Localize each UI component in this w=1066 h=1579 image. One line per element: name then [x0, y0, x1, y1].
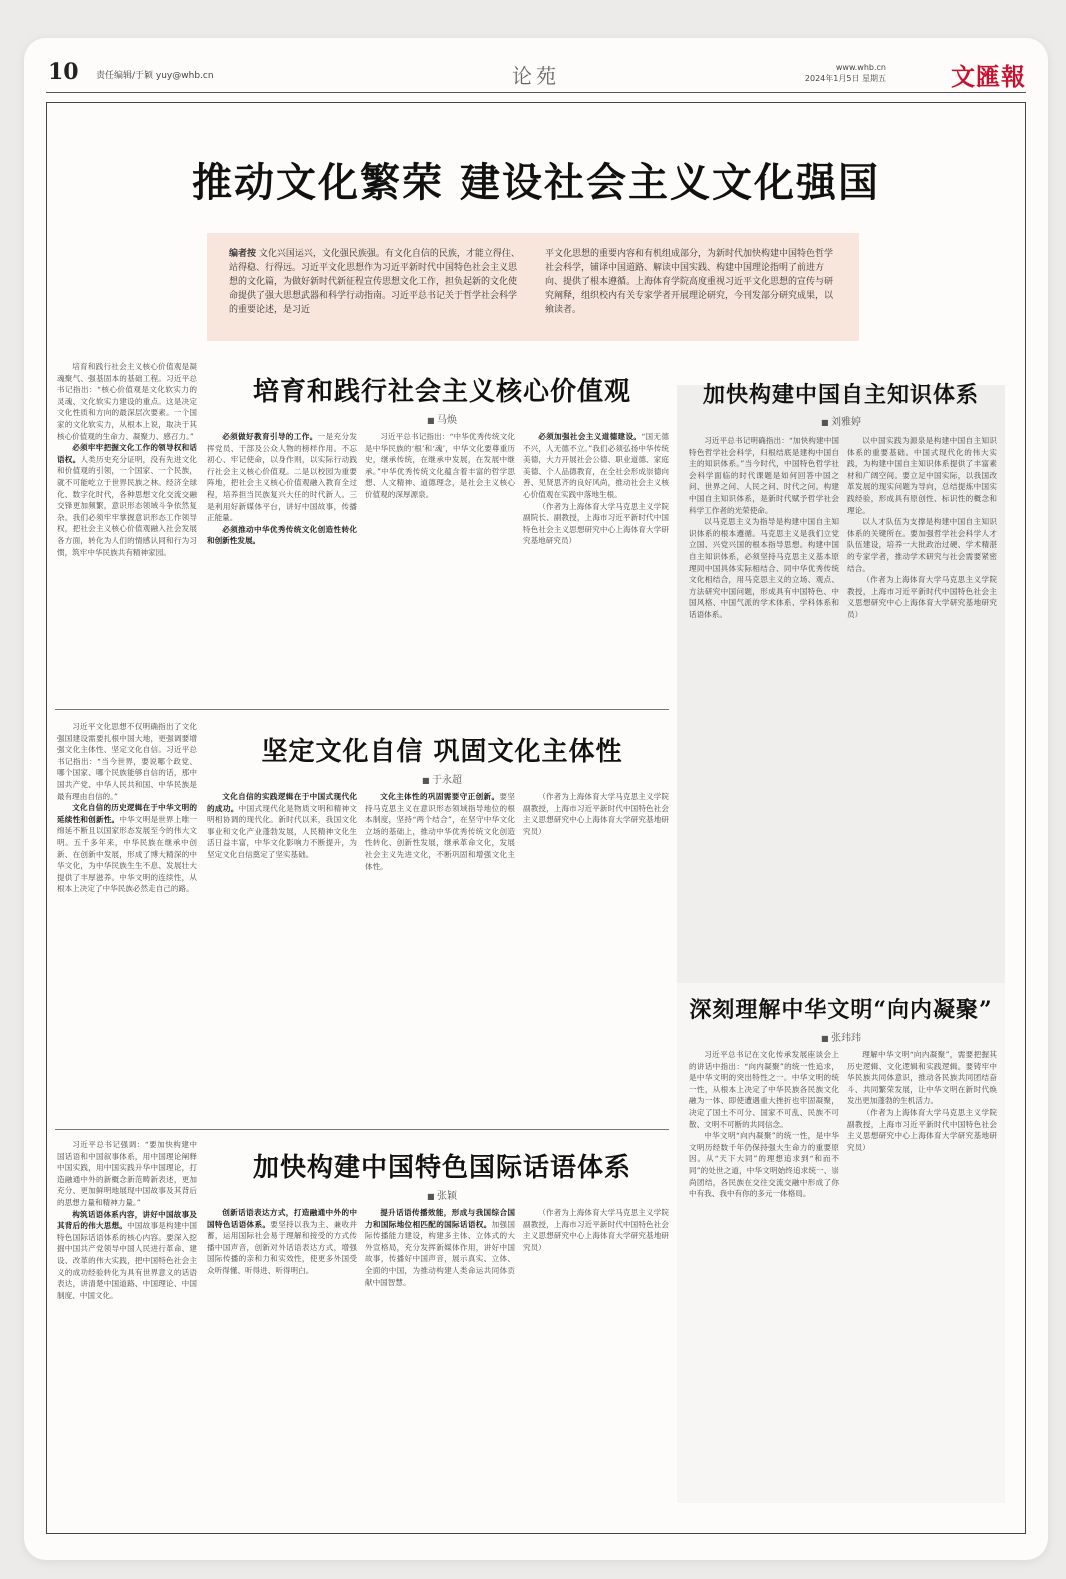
site-url: www.whb.cn [835, 63, 886, 72]
article-5-byline: ■ 张颖 [207, 1187, 677, 1202]
section-title: 论苑 [512, 64, 560, 88]
article-5-col-4 [523, 1207, 669, 1532]
paragraph: 中国式现代化是物质文明和精神文明相协调的现代化。新时代以来，我国文化事业和文化产业蓬勃发展，人民精神文化生活日益丰富，中华文化影响力不断提升，为坚定文化自信奠定了坚实基础。 [207, 803, 357, 859]
article-3-title: 加快构建中国自主知识体系 [702, 382, 979, 408]
article-2-intro [57, 721, 197, 1121]
article-3-col-2 [847, 435, 997, 955]
paragraph: 要坚持马克思主义在意识形态领域指导地位的根本制度，坚持“两个结合”，在坚守中华文化立场的基础上，推动中华优秀传统文化创造性转化、创新性发展，继承革命文化，发展社会主义先进文化，不断巩固和增强文化主体性。 [365, 792, 515, 871]
subhead: 文化自信的实践逻辑在于中国式现代化的成功。 [207, 792, 357, 813]
paragraph: 中国故事是构建中国特色国际话语体系的核心内容。要深入挖掘中国共产党领导中国人民进行革命、建设、改革的伟大实践，把中国特色社会主义的成功经验转化为具有世界意义的话语表达，讲清楚中国道路、中国理论、中国制度、中国文化。 [57, 1221, 197, 1300]
author-note: （作者为上海体育大学马克思主义学院副教授，上海市习近平新时代中国特色社会主义思想研究中心上海体育大学研究基地研究员） [523, 1208, 669, 1252]
author-note: （作者为上海体育大学马克思主义学院副教授，上海市习近平新时代中国特色社会主义思想研究中心上海体育大学研究基地研究员） [847, 1107, 997, 1152]
article-2-byline: ■ 于永超 [207, 771, 677, 786]
article-1-title: 培育和践行社会主义核心价值观 [252, 377, 631, 407]
subhead: 提升话语传播效能，形成与我国综合国力和国际地位相匹配的国际话语权。 [365, 1208, 515, 1229]
article-5-col-2 [207, 1207, 357, 1532]
author-note: （作者为上海体育大学马克思主义学院副院长、副教授，上海市习近平新时代中国特色社会主义思想研究中心上海体育大学研究基地研究员） [523, 501, 669, 546]
paragraph: 加强国际传播能力建设，构建多主体、立体式的大外宣格局，充分发挥新媒体作用，讲好中国故事，传播好中国声音，展示真实、立体、全面的中国，为推动构建人类命运共同体贡献中国智慧。 [365, 1219, 515, 1287]
paragraph: 以中国实践为源泉是构建中国自主知识体系的重要基础。中国式现代化的伟大实践，为构建中国自主知识体系提供了丰富素材和广阔空间。要立足中国实际，以我国改革发展的现实问题为导向，总结提炼中国实践经验，形成具有原创性、标识性的概念和理论。 [847, 436, 997, 515]
article-5-col-3 [365, 1207, 515, 1532]
article-2-col-2 [207, 791, 357, 1121]
subhead: 必须推动中华优秀传统文化创造性转化和创新性发展。 [207, 524, 357, 546]
newspaper-page [24, 38, 1048, 1560]
main-headline: 推动文化繁荣 建设社会主义文化强国 [192, 160, 880, 206]
article-1-col-4 [523, 431, 669, 701]
page-number: 10 [48, 59, 79, 85]
paragraph: 一是充分发挥党员、干部及公众人物的榜样作用。不忘初心、牢记使命，以身作则，以实际行动践行社会主义核心价值观。二是以校园为重要阵地，把社会主义核心价值观融入教育全过程，培养担当民族复兴大任的时代新人。三是利用好新媒体平台，讲好中国故事，传播正能量。 [207, 432, 357, 523]
issue-date: 2024年1月5日 星期五 [804, 74, 886, 83]
masthead [46, 56, 1026, 93]
article-4-col-1 [689, 1049, 839, 1489]
article-2-col-4 [523, 791, 669, 1121]
author-note: （作者为上海体育大学马克思主义学院副教授，上海市习近平新时代中国特色社会主义思想研究中心上海体育大学研究基地研究员） [523, 792, 669, 836]
subhead: 必须做好教育引导的工作。 [222, 432, 318, 441]
article-2-col-3 [365, 791, 515, 1121]
article-1-intro [57, 361, 197, 701]
article-1-col-3 [365, 431, 515, 701]
content-frame [46, 102, 1026, 1534]
paragraph: 习近平总书记指出：“中华优秀传统文化是中华民族的‘根’和‘魂’，中华文化要尊重历史，继承传统，在继承中发展，在发展中继承。”中华优秀传统文化蕴含着丰富的哲学思想、人文精神、道德理念，是社会主义核心价值观的深厚源泉。 [365, 432, 515, 499]
divider [55, 709, 669, 710]
paragraph: 以马克思主义为指导是构建中国自主知识体系的根本遵循。马克思主义是我们立党立国、兴党兴国的根本指导思想。构建中国自主知识体系，必须坚持马克思主义基本原理同中国具体实际相结合、同中华优秀传统文化相结合，用马克思主义的立场、观点、方法研究中国问题，形成具有中国特色、中国风格、中国气派的学术体系、学科体系和话语体系。 [689, 517, 839, 619]
subhead: 文化主体性的巩固需要守正创新。 [380, 792, 500, 801]
paragraph: 以人才队伍为支撑是构建中国自主知识体系的关键所在。要加强哲学社会科学人才队伍建设，培养一大批政治过硬、学术精湛的专家学者，推动学术研究与社会需要紧密结合。 [847, 517, 997, 573]
subhead: 创新话语表达方式，打造融通中外的中国特色话语体系。 [207, 1208, 357, 1229]
article-3-byline: ■ 刘雅婷 [677, 413, 1005, 428]
paragraph: 习近平总书记在文化传承发展座谈会上的讲话中指出：“向内凝聚”的统一性追求，是中华文明的突出特性之一。中华文明的统一性，从根本上决定了中华民族各民族文化融为一体、即使遭遇重大挫折也牢固凝聚，决定了国土不可分、国家不可乱、民族不可散、文明不可断的共同信念。 [689, 1050, 839, 1129]
paragraph: 人类历史充分证明，没有先进文化和价值观的引领，一个国家、一个民族，就不可能屹立于世界民族之林。经济全球化、数字化时代，各种思想文化交流交融交锋更加频繁，意识形态领域斗争依然复杂。我们必须牢牢掌握意识形态工作领导权，把社会主义核心价值观融入社会发展各方面，转化为人们的情感认同和行为习惯，筑牢中华民族共有精神家园。 [57, 454, 197, 557]
article-3-col-1 [689, 435, 839, 955]
subhead: 必须牢牢把握文化工作的领导权和话语权。 [57, 443, 197, 464]
paragraph: “国无德不兴，人无德不立。”我们必须弘扬中华传统美德，大力开展社会公德、职业道德、家庭美德、个人品德教育，在全社会形成崇德向善、见贤思齐的良好风尚，推动社会主义核心价值观在实践中落地生根。 [523, 432, 669, 499]
paragraph: 中华文明“向内凝聚”的统一性，是中华文明历经数千年仍保持强大生命力的重要原因。从“天下大同”的理想追求到“和而不同”的处世之道，中华文明始终追求统一、崇尚团结，各民族在交往交流交融中形成了你中有我、我中有你的多元一体格局。 [689, 1131, 839, 1199]
paragraph: 理解中华文明“向内凝聚”，需要把握其历史逻辑、文化逻辑和实践逻辑。要铸牢中华民族共同体意识，推动各民族共同团结奋斗、共同繁荣发展，让中华文明在新时代焕发出更加蓬勃的生机活力。 [847, 1050, 997, 1106]
article-4-title: 深刻理解中华文明“向内凝聚” [689, 997, 993, 1023]
article-1-byline: ■ 马焕 [207, 411, 677, 426]
paragraph: 习近平总书记明确指出：“加快构建中国特色哲学社会科学，归根结底是建构中国自主的知识体系。”当今时代，中国特色哲学社会科学面临的时代课题是如何回答中国之问、世界之问、人民之问、时代之问。构建中国自主知识体系，是新时代赋予哲学社会科学工作者的光荣使命。 [689, 436, 839, 515]
article-4-col-2 [847, 1049, 997, 1489]
paragraph: 习近平总书记强调：“要加快构建中国话语和中国叙事体系，用中国理论阐释中国实践，用中国实践升华中国理论，打造融通中外的新概念新范畴新表述，更加充分、更加鲜明地展现中国故事及其背后的思想力量和精神力量。” [57, 1140, 197, 1207]
article-1-col-2 [207, 431, 357, 701]
newspaper-logo: 文匯報 [951, 62, 1026, 91]
editor-note-label: 编者按 [229, 249, 257, 259]
article-5-intro [57, 1139, 197, 1534]
editor-note [207, 233, 859, 341]
article-5-title: 加快构建中国特色国际话语体系 [252, 1153, 631, 1183]
paragraph: 培育和践行社会主义核心价值观是凝魂聚气、强基固本的基础工程。习近平总书记指出：“核心价值观是文化软实力的灵魂、文化软实力建设的重点。这是决定文化性质和方向的最深层次要素。一个国家的文化软实力，从根本上说，取决于其核心价值观的生命力、凝聚力、感召力。” [57, 362, 197, 441]
paragraph: 习近平文化思想不仅明确指出了文化强国建设需要扎根中国大地，更强调要增强文化主体性、坚定文化自信。习近平总书记指出：“当今世界，要说哪个政党、哪个国家、哪个民族能够自信的话，那中国共产党、中华人民共和国、中华民族是最有理由自信的。” [57, 722, 197, 801]
paragraph: 要坚持以我为主、兼收并蓄，运用国际社会易于理解和接受的方式传播中国声音，创新对外话语表达方式，增强国际传播的亲和力和实效性，使更多外国受众听得懂、听得进、听得明白。 [207, 1219, 357, 1275]
paragraph: 中华文明是世界上唯一绵延不断且以国家形态发展至今的伟大文明。五千多年来，中华民族在继承中创新、在创新中发展，形成了博大精深的中华文化，为中华民族生生不息、发展壮大提供了丰厚滋养。中华文明的连续性，从根本上决定了中华民族必然走自己的路。 [57, 814, 197, 894]
editor-note-text-right: 平文化思想的重要内容和有机组成部分，为新时代加快构建中国特色哲学社会科学，铺译中国道路、解读中国实践、构建中国理论指明了前进方向、提供了根本遵循。上海体育学院高度重视习近平文化思想的宣传与研究阐释，组织校内有关专家学者开展理论研究，今刊发部分研究成果，以飨读者。 [545, 249, 834, 315]
editor-note-text-left: 文化兴国运兴，文化强民族强。有文化自信的民族，才能立得住、站得稳、行得远。习近平文化思想作为习近平新时代中国特色社会主义思想的文化篇，为做好新时代新征程宣传思想文化工作，担负起新的文化使命提供了强大思想武器和科学行动指南。习近平总书记关于哲学社会科学的重要论述，是习近 [229, 249, 520, 315]
article-4-byline: ■ 张玮玮 [677, 1029, 1005, 1044]
author-note: （作者为上海体育大学马克思主义学院教授，上海市习近平新时代中国特色社会主义思想研究中心上海体育大学研究基地研究员） [847, 575, 997, 619]
editor-note-left [229, 247, 521, 331]
editor-note-right [545, 247, 837, 331]
site-info [805, 62, 886, 84]
subhead: 构筑话语体系内容，讲好中国故事及其背后的伟大思想。 [57, 1209, 197, 1231]
editor-line: 责任编辑/于颖 yuy@whb.cn [96, 71, 214, 81]
article-2-title: 坚定文化自信 巩固文化主体性 [261, 737, 623, 767]
subhead: 必须加强社会主义道德建设。 [538, 432, 642, 441]
subhead: 文化自信的历史逻辑在于中华文明的延续性和创新性。 [57, 803, 197, 824]
divider [55, 1129, 669, 1130]
